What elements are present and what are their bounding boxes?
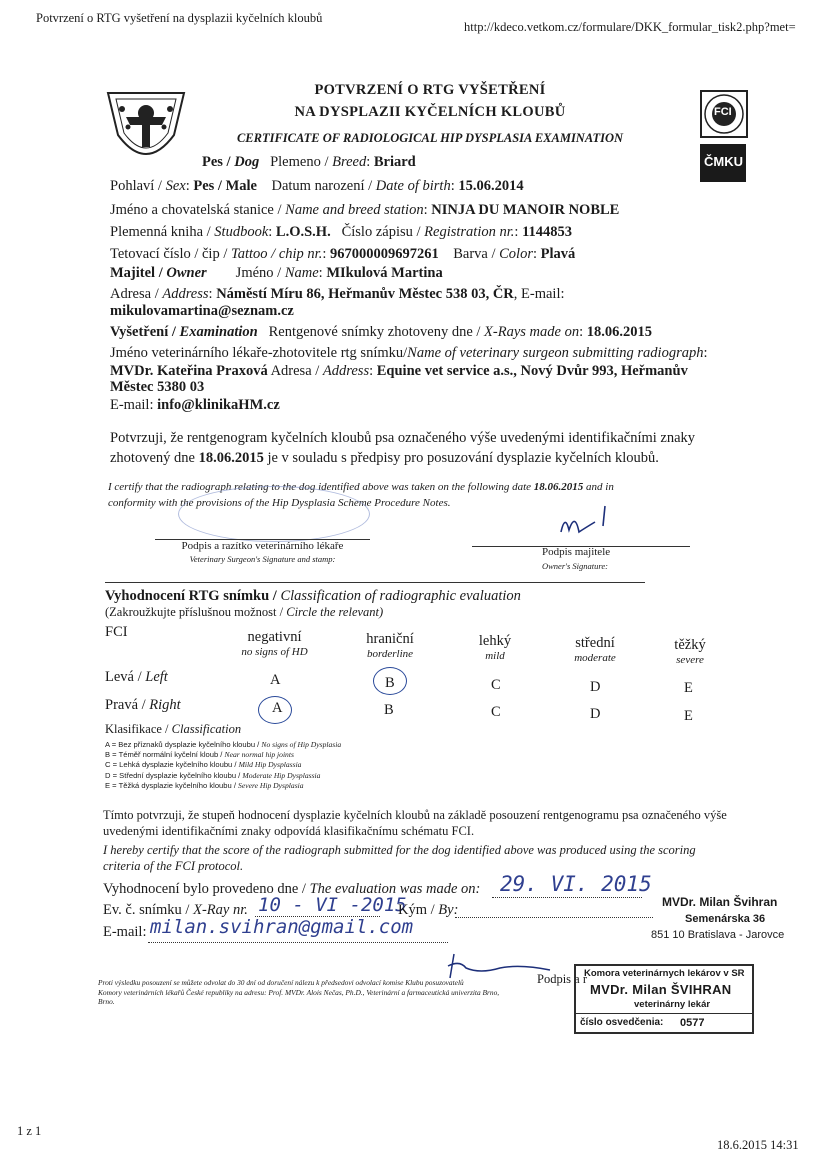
by-label: Kým / By: [398,902,459,918]
bottom-signature-label: Podpis a r [537,972,587,986]
confirm-cz-line-1: Potvrzuji, že rentgenogram kyčelních kloubů psa označeného výše uvedenými identifikačními znaky [110,430,696,446]
title-line-3: CERTIFICATE OF RADIOLOGICAL HIP DYSPLASIA EXAMINATION [236,131,624,145]
right-grade-d[interactable]: D [590,706,601,722]
title-line-2: NA DYSPLAZII KYČELNÍCH KLOUBŮ [294,104,566,120]
evaluation-title: Vyhodnocení RTG snímku / Classification of radiographic evaluation [105,588,521,604]
official-stamp-chamber: Komora veterinárnych lekárov v SR [584,968,745,979]
left-grade-e[interactable]: E [684,680,693,696]
color-value: Plavá [540,246,576,262]
right-grade-e[interactable]: E [684,708,693,724]
left-grade-c[interactable]: C [491,677,501,693]
owner-email-value: mikulovamartina@seznam.cz [110,303,294,319]
vet-address-line-2: Městec 5380 03 [110,379,205,395]
vet-address-value: Equine vet service a.s., Nový Dvůr 993, Heřmanův [376,363,688,379]
chip-value: 967000009697261 [329,246,439,262]
breed-value: Briard [373,154,416,170]
xray-number-handwritten: 10 - VI -2015 [258,894,407,916]
official-stamp-cert-number: 0577 [680,1017,705,1029]
column-negative: negativní no signs of HD [241,629,308,658]
stamp-street: Semenárska 36 [685,913,766,925]
class-item-e: E = Těžká dysplazie kyčelního kloubu / Severe Hip Dysplasia [105,780,304,790]
class-item-c: C = Lehká dysplazie kyčelního kloubu / Mild Hip Dysplassia [105,760,302,770]
certify-en-line-1: I hereby certify that the score of the radiograph submitted for the dog identified above was produced using the scoring [103,843,696,857]
print-datetime: 18.6.2015 14:31 [717,1138,799,1152]
left-hip-label: Levá / Left [105,669,168,685]
right-selected-circle [258,696,292,724]
fci-logo-text: FCI [714,106,732,118]
evaluation-date-label: Vyhodnocení bylo provedeno dne / The evaluation was made on: [103,881,481,897]
owner-row: Majitel / Owner Jméno / Name: MIkulová Martina [110,265,443,281]
dog-header-row: Pes / Dog Plemeno / Breed: Briard [202,154,416,170]
by-line [455,917,653,918]
confirm-en-line-2: conformity with the provisions of the Hip Dysplasia Scheme Procedure Notes. [108,497,451,509]
class-item-a: A = Bez příznaků dysplazie kyčelního kloubu / No signs of Hip Dysplasia [105,740,342,749]
registration-value: 1144853 [522,224,573,240]
fci-logo [700,90,748,138]
studbook-row: Plemenná kniha / Studbook: L.O.S.H. Číslo zápisu / Registration nr.: 1144853 [110,224,573,240]
column-severe: těžký severe [674,637,706,666]
column-borderline: hraniční borderline [366,631,414,660]
right-grade-b[interactable]: B [384,702,394,718]
vet-stamp-oval [178,486,370,542]
vet-label-row: Jméno veterinárního lékaře-zhotovitele rtg snímku/Name of veterinary surgeon submitting radiograph: [110,345,708,361]
right-grade-c[interactable]: C [491,704,501,720]
classification-title: Klasifikace / Classification [105,722,242,736]
certify-cz-line-2: uvedenými identifikačními znaky odpovídá klasifikačnímu schématu FCI. [103,824,475,838]
class-item-b: B = Téměř normální kyčelní kloub / Near normal hip joints [105,750,294,760]
xray-date-value: 18.06.2015 [586,324,652,340]
section-divider [105,582,645,583]
left-grade-d[interactable]: D [590,679,601,695]
sex-value: Pes / Male [193,178,257,194]
right-grade-a[interactable]: A [272,700,283,716]
evaluator-email-label: E-mail: [103,924,147,940]
owner-address-value: Náměstí Míru 86, Heřmanův Městec 538 03, ČR [216,286,514,302]
owner-signature-label: Podpis majitele [542,546,611,558]
stamp-city: 851 10 Bratislava - Jarovce [651,929,785,941]
vet-email-value: info@klinikaHM.cz [157,397,280,413]
column-mild: lehký mild [478,633,512,662]
title-line-1: POTVRZENÍ O RTG VYŠETŘENÍ [314,82,546,98]
column-moderate: střední moderate [574,635,616,664]
sex-dob-row: Pohlaví / Sex: Pes / Male Datum narození / Date of birth: 15.06.2014 [110,178,524,194]
class-item-d: D = Střední dysplazie kyčelního kloubu / Moderate Hip Dysplassia [105,770,321,780]
official-stamp-title: veterinárny lekár [634,999,711,1010]
owner-address-row: Adresa / Address: Náměstí Míru 86, Heřmanův Městec 538 03, ČR, E-mail: [110,286,565,302]
veterinary-chamber-logo [100,87,192,169]
vet-name-row: MVDr. Kateřina Praxová Adresa / Address: Equine vet service a.s., Nový Dvůr 993, Heřmanův [110,363,688,379]
confirm-cz-line-2: zhotovený dne 18.06.2015 je v souladu s předpisy pro posuzování dysplazie kyčelních kloubů. [110,450,659,466]
evaluator-email-line [148,942,448,943]
dog-name-value: NINJA DU MANOIR NOBLE [431,202,620,218]
tattoo-row: Tetovací číslo / čip / Tattoo / chip nr.: 967000009697261 Barva / Color: Plavá [110,246,576,262]
left-grade-a[interactable]: A [270,672,281,688]
evaluation-date-line [492,897,642,898]
cmku-logo-text: ČMKU [704,154,743,169]
confirm-en-line-1: I certify that the radiograph relating to the dog identified above was taken on the following date 18.06.2015 and in [108,481,614,493]
official-stamp [574,964,754,1034]
xray-number-label: Ev. č. snímku / X-Ray nr. [103,902,248,918]
cmku-logo [700,144,746,182]
appeal-text: Proti výsledku posouzení se můžete odvolat do 30 dní od doručení nálezu k předsedovi odvolací komise Klubu posuzovatelů Komory veterinárních lékařů České republiky na adresu: Prof. MVDr. Alois Nečas, Ph.D., Veterinární a farmaceutická univerzita Brno, Brno. [98,978,500,1007]
evaluation-instruction: (Zakroužkujte příslušnou možnost / Circle the relevant) [105,605,384,619]
print-header-url: http://kdeco.vetkom.cz/formulare/DKK_formular_tisk2.php?met= [464,20,796,34]
left-selected-circle [373,667,407,695]
official-stamp-vet: MVDr. Milan ŠVIHRAN [590,982,732,997]
owner-signature [555,502,625,542]
exam-row: Vyšetření / Examination Rentgenové snímky zhotoveny dne / X-Rays made on: 18.06.2015 [110,324,652,340]
print-header-title: Potvrzení o RTG vyšetření na dysplazii kyčelních kloubů [36,11,323,25]
owner-name-value: MIkulová Martina [326,265,443,281]
official-stamp-cert-label: číslo osvedčenia: [580,1017,664,1028]
vet-signature-label: Podpis a razítko veterinárního lékaře [181,540,344,552]
dog-name-row: Jméno a chovatelská stanice / Name and breed station: NINJA DU MANOIR NOBLE [110,202,620,218]
dob-value: 15.06.2014 [458,178,524,194]
evaluation-date-handwritten: 29. VI. 2015 [500,872,652,896]
left-grade-b[interactable]: B [385,675,395,691]
owner-signature-label-en: Owner's Signature: [542,561,608,571]
page-counter: 1 z 1 [17,1124,42,1138]
right-hip-label: Pravá / Right [105,697,181,713]
vet-email-row: E-mail: info@klinikaHM.cz [110,397,280,413]
vet-signature-label-en: Veterinary Surgeon's Signature and stamp: [189,554,336,564]
certify-en-line-2: criteria of the FCI protocol. [103,859,244,873]
stamp-name: MVDr. Milan Švihran [662,895,778,909]
vet-name-value: MVDr. Kateřina Praxová [110,363,268,379]
certify-cz-line-1: Tímto potvrzuji, že stupeň hodnocení dysplazie kyčelních kloubů na základě posouzení rentgenogramu psa označeného výše [103,808,727,822]
classification-legend [105,740,341,791]
fci-label: FCI [105,624,128,640]
evaluator-email-handwritten: milan.svihran@gmail.com [150,916,414,938]
